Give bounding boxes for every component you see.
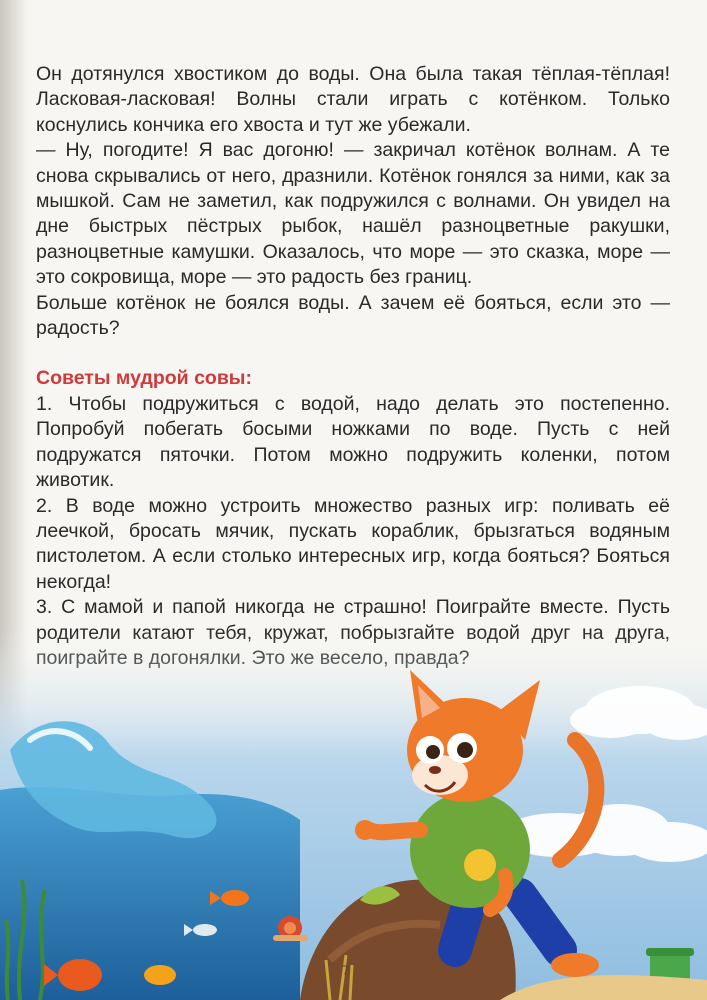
- tip-item-1: 1. Чтобы подружиться с водой, надо делать это постепенно. Попробуй побегать босыми ножками по воде. Пусть с ней подружатся пяточки. Потом можно подружить коленки, потом животик.: [36, 392, 670, 492]
- page-text: [36, 62, 670, 671]
- beach-illustration: [0, 630, 707, 1000]
- story-paragraph-3: Больше котёнок не боялся воды. А зачем её бояться, если это — радость?: [36, 291, 670, 340]
- story-paragraph-2: — Ну, погодите! Я вас догоню! — закричал котёнок волнам. А те снова скрывались от него, дразнили. Котёнок гонялся за ними, как за мышкой. Сам не заметил, как подружился с волнами. Он увидел на дне быстрых пёстрых рыбок, нашёл разноцветные ракушки, разноцветные камушки. Оказалось, что море — это сказка, море — это сокровища, море — это радость без границ.: [36, 139, 670, 289]
- tip-item-3: 3. С мамой и папой никогда не страшно! Поиграйте вместе. Пусть: [36, 596, 670, 619]
- page-number: 7: [342, 962, 350, 978]
- tip-item-2: 2. В воде можно устроить множество разных игр: поливать её леечкой, бросать мячик, пускать кораблик, брызгаться водяным пистолетом. А если столько интересных игр, когда бояться? Бояться некогда!: [36, 494, 670, 593]
- tips-heading: Советы мудрой совы:: [36, 367, 252, 390]
- story-paragraph-1: Он дотянулся хвостиком до воды. Она была такая тёплая-тёплая! Ласковая-ласковая! Волны стали играть с котёнком. Только коснулись кончика его хвоста и тут же убежали.: [36, 63, 670, 136]
